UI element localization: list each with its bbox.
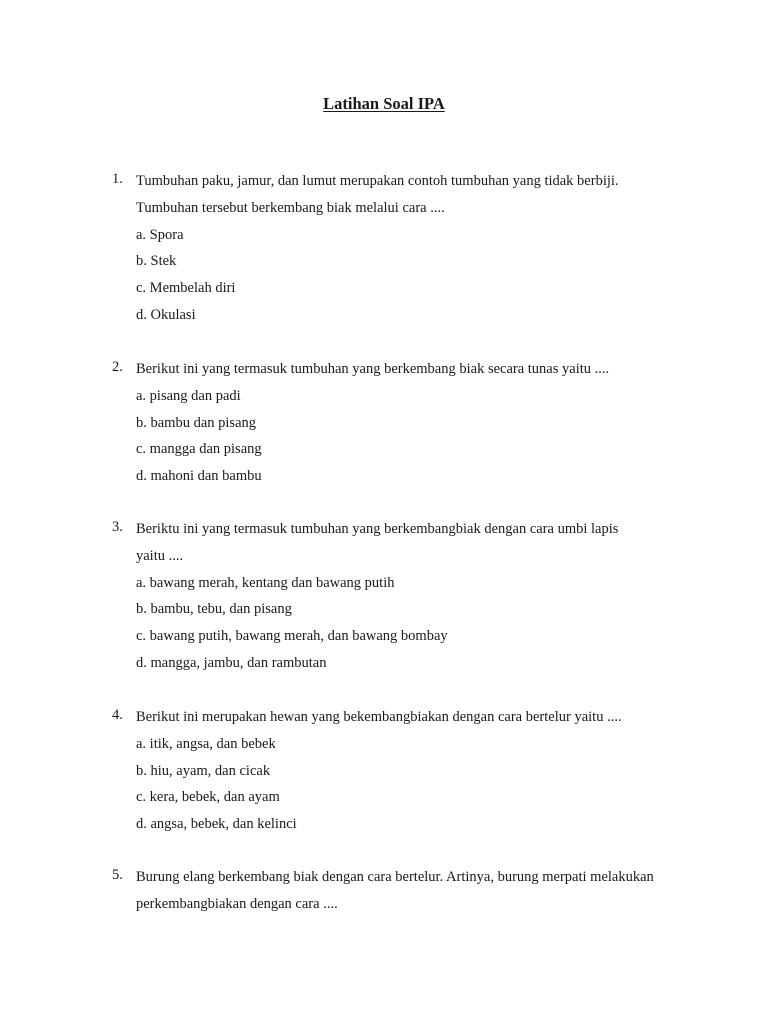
- question-number: 3.: [112, 519, 123, 535]
- question-body: [136, 519, 672, 680]
- answer-option: b. bambu dan pisang: [136, 414, 257, 431]
- answer-option: c. bawang putih, bawang merah, dan bawang bombay: [136, 628, 448, 645]
- answer-option: a. Spora: [136, 226, 184, 243]
- answer-option: a. pisang dan padi: [136, 387, 241, 404]
- question-body: [136, 171, 672, 332]
- question-text: Tumbuhan tersebut berkembang biak melalui cara ....: [136, 199, 445, 216]
- answer-option: c. Membelah diri: [136, 280, 236, 297]
- page-title: Latihan Soal IPA: [323, 94, 445, 113]
- question-text: Burung elang berkembang biak dengan cara bertelur. Artinya, burung merpati melakukan: [136, 869, 654, 885]
- answer-option: d. mangga, jambu, dan rambutan: [136, 654, 327, 671]
- question-number: 1.: [112, 171, 123, 187]
- question-number: 2.: [112, 359, 123, 375]
- answer-option: b. Stek: [136, 253, 177, 270]
- answer-option: b. bambu, tebu, dan pisang: [136, 601, 292, 618]
- answer-option: d. Okulasi: [136, 306, 196, 323]
- question-number: 5.: [112, 867, 123, 883]
- question-number: 4.: [112, 707, 123, 723]
- answer-option: a. itik, angsa, dan bebek: [136, 735, 276, 752]
- answer-option: d. angsa, bebek, dan kelinci: [136, 816, 297, 833]
- question-body: [136, 707, 672, 841]
- question-body: [136, 359, 672, 493]
- answer-option: d. mahoni dan bambu: [136, 468, 262, 485]
- answer-option: c. mangga dan pisang: [136, 441, 262, 458]
- question-text: Berikut ini merupakan hewan yang bekembangbiakan dengan cara bertelur yaitu ....: [136, 709, 622, 725]
- question-body: [136, 867, 672, 921]
- question-text: yaitu ....: [136, 547, 184, 564]
- question-text: Beriktu ini yang termasuk tumbuhan yang berkembangbiak dengan cara umbi lapis: [136, 521, 619, 537]
- answer-option: c. kera, bebek, dan ayam: [136, 789, 280, 806]
- question-text: perkembangbiakan dengan cara ....: [136, 895, 338, 912]
- answer-option: b. hiu, ayam, dan cicak: [136, 762, 271, 779]
- question-text: Berikut ini yang termasuk tumbuhan yang berkembang biak secara tunas yaitu ....: [136, 361, 610, 377]
- question-text: Tumbuhan paku, jamur, dan lumut merupakan contoh tumbuhan yang tidak berbiji.: [136, 173, 619, 189]
- answer-option: a. bawang merah, kentang dan bawang putih: [136, 574, 395, 591]
